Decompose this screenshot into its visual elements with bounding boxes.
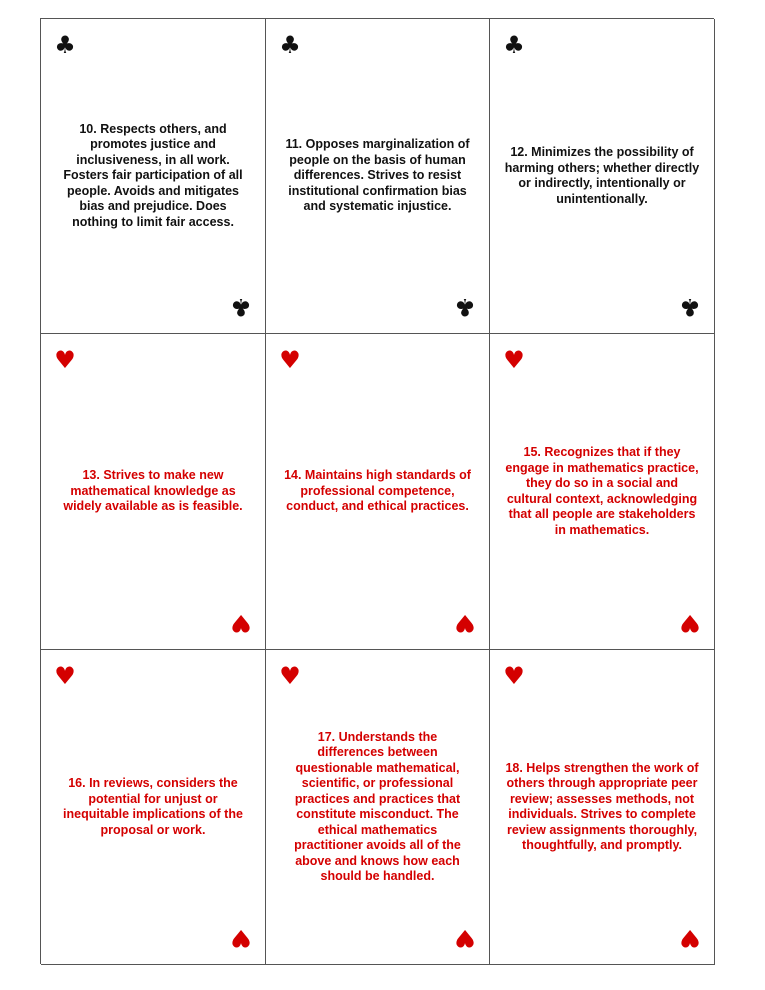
card-10 [41,19,266,334]
card-13 [41,334,266,650]
heart-icon: ♥ [454,924,476,952]
heart-icon: ♥ [503,662,525,690]
club-icon: ♣ [230,293,252,321]
card-12 [490,19,715,334]
card-text: 14. Maintains high standards of professional competence, conduct, and ethical practices. [284,468,471,514]
card-11 [266,19,490,334]
card-text: 12. Minimizes the possibility of harming others; whether directly or indirectly, intentionally or unintentionally. [504,145,700,206]
card-text: 16. In reviews, considers the potential for unjust or inequitable implications of the proposal or work. [63,776,243,837]
heart-icon: ♥ [279,662,301,690]
card-16 [41,650,266,965]
heart-icon: ♥ [454,609,476,637]
club-icon: ♣ [279,31,301,59]
club-icon: ♣ [54,31,76,59]
card-14 [266,334,490,650]
heart-icon: ♥ [54,662,76,690]
heart-icon: ♥ [679,609,701,637]
club-icon: ♣ [679,293,701,321]
card-17 [266,650,490,965]
card-text: 11. Opposes marginalization of people on the basis of human differences. Strives to resist institutional confirmation bias and systematic injustice. [285,137,470,214]
card-text: 17. Understands the differences between questionable mathematical, scientific, or professional practices and practices that constitute misconduct. The ethical mathematics practitioner avoids all of the above and knows how each should be handled. [294,729,461,883]
heart-icon: ♥ [230,609,252,637]
heart-icon: ♥ [679,924,701,952]
card-18 [490,650,715,965]
heart-icon: ♥ [230,924,252,952]
heart-icon: ♥ [279,346,301,374]
heart-icon: ♥ [54,346,76,374]
card-text: 13. Strives to make new mathematical knowledge as widely available as is feasible. [63,468,243,514]
card-text: 18. Helps strengthen the work of others through appropriate peer review; assesses methods, not individuals. Strives to complete review assignments thoroughly, thoughtfully, and promptly. [505,760,699,852]
card-sheet [40,18,714,964]
card-text: 10. Respects others, and promotes justice and inclusiveness, in all work. Fosters fair participation of all people. Avoids and mitigates bias and prejudice. Does nothing to limit fair access. [63,121,243,229]
club-icon: ♣ [454,293,476,321]
card-text: 15. Recognizes that if they engage in mathematics practice, they do so in a social and cultural context, acknowledging that all people are stakeholders in mathematics. [505,445,699,537]
club-icon: ♣ [503,31,525,59]
heart-icon: ♥ [503,346,525,374]
card-15 [490,334,715,650]
